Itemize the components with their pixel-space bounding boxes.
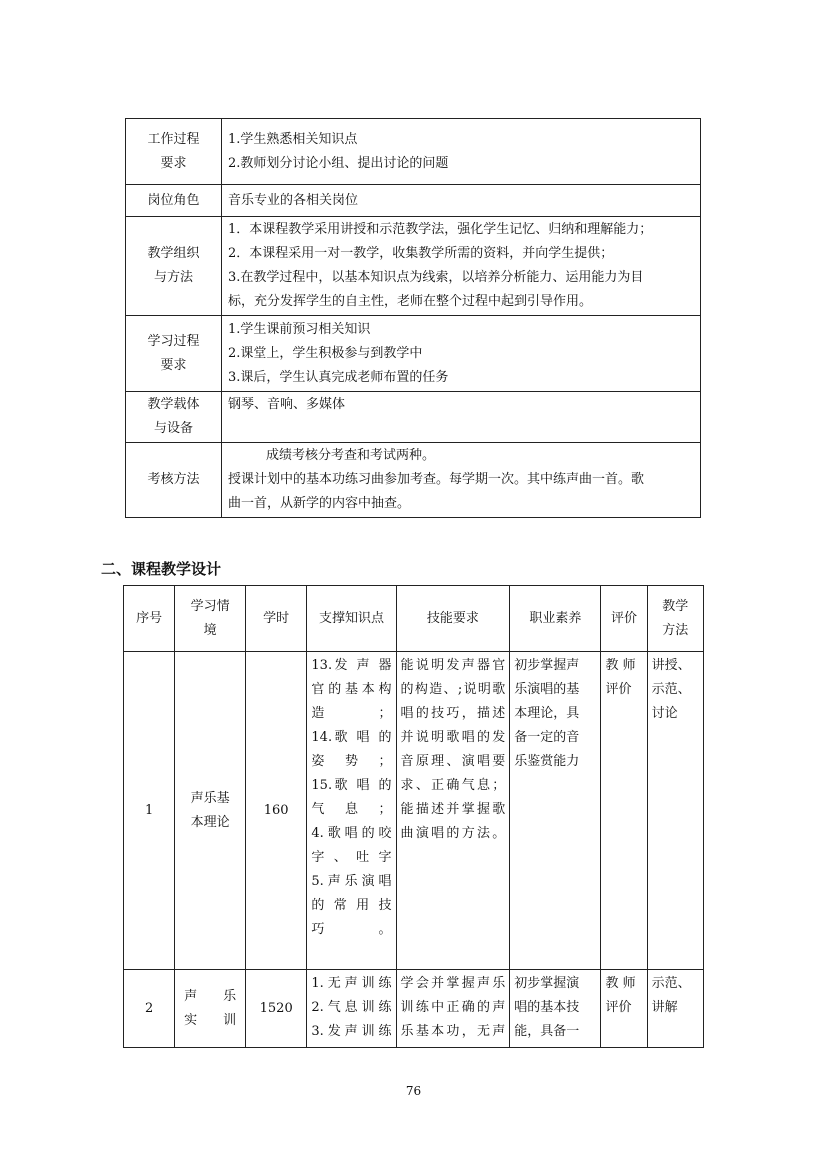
row-label: 岗位角色: [126, 185, 222, 217]
cell-hours: 160: [245, 652, 306, 970]
cell-hours: 1520: [245, 970, 306, 1048]
row-content: [222, 119, 701, 185]
cell-situation: 声 乐 实 训: [175, 970, 246, 1048]
content-line: 2．本课程采用一对一教学，收集教学所需的资料，并向学生提供；: [228, 246, 614, 261]
cell-situation: 声乐基 本理论: [175, 652, 246, 970]
content-line: 音乐专业的各相关岗位: [228, 192, 359, 208]
row-label: 教学载体 与设备: [126, 392, 222, 443]
course-info-table: [125, 118, 701, 518]
content-line: 1．本课程教学采用讲授和示范教学法，强化学生记忆、归纳和理解能力；: [228, 222, 653, 237]
header-knowledge: 支撑知识点: [307, 586, 396, 652]
table-header-row: [124, 586, 704, 652]
content-line: 2.课堂上，学生积极参与到教学中: [228, 345, 423, 361]
cell-quality: 初步掌握声 乐演唱的基 本理论，具 备一定的音 乐鉴赏能力: [510, 652, 601, 970]
content-line: 1.学生课前预习相关知识: [228, 321, 371, 337]
content-line: [228, 417, 694, 441]
table-row: [126, 316, 701, 392]
table-row: [124, 652, 704, 970]
header-hours: 学时: [245, 586, 306, 652]
content-line: 1.学生熟悉相关知识点: [228, 131, 358, 147]
cell-method: 示范、 讲解: [647, 970, 703, 1048]
table-row: [126, 119, 701, 185]
row-content: [222, 316, 701, 392]
row-content: [222, 217, 701, 316]
content-line: 曲一首，从新学的内容中抽查。: [228, 496, 411, 511]
table-row: [126, 443, 701, 518]
header-situation: 学习情 境: [175, 586, 246, 652]
section-title: 二、课程教学设计: [101, 560, 222, 578]
content-line: 成绩考核分考查和考试两种。: [266, 448, 436, 463]
cell-quality: 初步掌握演 唱的基本技 能，具备一: [510, 970, 601, 1048]
cell-knowledge: 13.发 声 器 官的基本构 造； 14.歌 唱 的 姿势； 15.歌 唱 的 气息； 4.歌唱的咬 字、吐字 5.声乐演唱 的 常 用 技 巧。: [307, 652, 396, 970]
content-line: 授课计划中的基本功练习曲参加考查。每学期一次。其中练声曲一首。歌: [228, 472, 645, 487]
cell-seq: 2: [124, 970, 175, 1048]
row-label: 学习过程 要求: [126, 316, 222, 392]
course-design-table: [123, 585, 704, 1048]
header-evaluation: 评价: [601, 586, 647, 652]
cell-skills: 能说明发声器官 的构造、;说明歌 唱的技巧，描述 并说明歌唱的发 音原理、演唱要 求、正确气息； 能描述并掌握歌 曲演唱的方法。: [396, 652, 510, 970]
table-row: [124, 970, 704, 1048]
page-number: 76: [405, 1084, 422, 1098]
table-row: [126, 392, 701, 443]
content-line: 3.在教学过程中，以基本知识点为线索，以培养分析能力、运用能力为目: [228, 270, 644, 285]
cell-knowledge: 1.无声训练 2.气息训练 3.发声训练: [307, 970, 396, 1048]
row-content: [222, 443, 701, 518]
header-method: 教学 方法: [647, 586, 703, 652]
row-label: 考核方法: [126, 443, 222, 518]
table-row: [126, 185, 701, 217]
row-label: 教学组织 与方法: [126, 217, 222, 316]
row-content: [222, 185, 701, 217]
cell-evaluation: 教 师 评价: [601, 970, 647, 1048]
content-line: 3.课后，学生认真完成老师布置的任务: [228, 369, 449, 385]
cell-method: 讲授、 示范、 讨论: [647, 652, 703, 970]
header-quality: 职业素养: [510, 586, 601, 652]
content-line: 标，充分发挥学生的自主性，老师在整个过程中起到引导作用。: [228, 294, 593, 309]
cell-seq: 1: [124, 652, 175, 970]
cell-evaluation: 教 师 评价: [601, 652, 647, 970]
row-label: 工作过程 要求: [126, 119, 222, 185]
header-skills: 技能要求: [396, 586, 510, 652]
header-seq: 序号: [124, 586, 175, 652]
row-content: [222, 392, 701, 443]
content-line: 2.教师划分讨论小组、提出讨论的问题: [228, 155, 449, 171]
table-row: [126, 217, 701, 316]
content-line: 钢琴、音响、多媒体: [228, 397, 346, 412]
cell-skills: 学会并掌握声乐 训练中正确的声 乐基本功，无声: [396, 970, 510, 1048]
